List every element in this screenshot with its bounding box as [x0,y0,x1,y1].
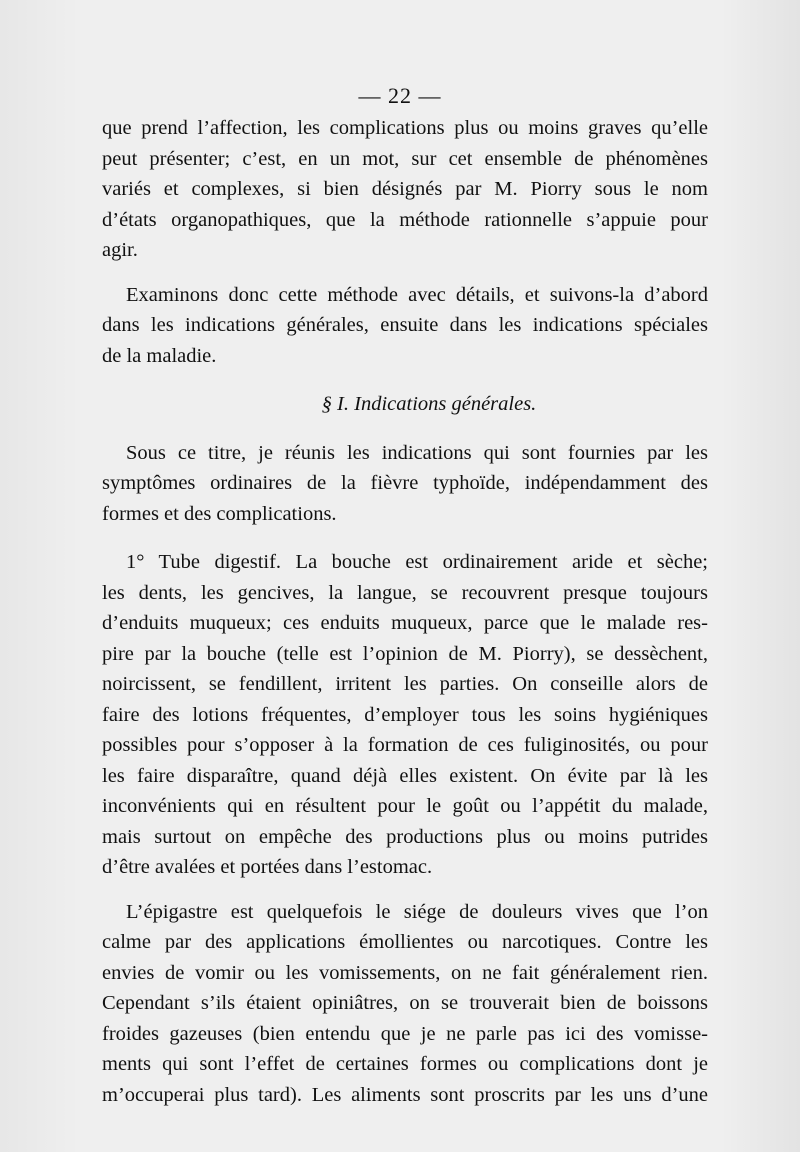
paragraph [102,438,708,530]
text-line: faire des lotions fréquentes, d’employer tous les soins hygiéniques [102,703,708,726]
text-line: 1° Tube digestif. La bouche est ordinairement aride et sèche; [126,551,708,573]
paragraph [102,547,708,883]
text-line: agir. [102,239,138,261]
text-line: Examinons donc cette méthode avec détails, et suivons-la d’abord [126,283,708,306]
text-line: symptômes ordinaires de la fièvre typhoïde, indépendamment des [102,472,708,494]
text-line: inconvénients qui en résultent pour le goût ou l’appétit du malade, [102,795,708,817]
text-line: les faire disparaître, quand déjà elles existent. On évite par là les [102,764,708,787]
text-line: d’enduits muqueux; ces enduits muqueux, parce que le malade res- [102,612,708,634]
paragraph [102,113,708,266]
text-line: peut présenter; c’est, en un mot, sur cet ensemble de phénomènes [102,147,708,170]
text-line: que prend l’affection, les complications plus ou moins graves qu’elle [102,117,708,139]
text-line: calme par des applications émollientes ou narcotiques. Contre les [102,931,708,953]
text-line: les dents, les gencives, la langue, se recouvrent presque toujours [102,581,708,604]
text-line: pire par la bouche (telle est l’opinion de M. Piorry), se dessèchent, [102,642,708,665]
paragraph [102,897,708,1111]
text-line: froides gazeuses (bien entendu que je ne parle pas ici des vomisse- [102,1022,708,1045]
text-line: de la maladie. [102,344,217,367]
paragraph [102,280,708,372]
text-line: Sous ce titre, je réunis les indications qui sont fournies par les [126,441,708,464]
text-line: Cependant s’ils étaient opiniâtres, on se trouverait bien de boissons [102,992,708,1014]
text-line: ments qui sont l’effet de certaines formes ou complications dont je [102,1053,708,1075]
text-line: m’occuperai plus tard). Les aliments sont proscrits par les uns d’une [102,1083,708,1106]
section-heading: § I. Indications générales. [321,393,537,415]
text-line: d’états organopathiques, que la méthode rationnelle s’appuie pour [102,208,708,231]
text-line: noircissent, se fendillent, irritent les parties. On conseille alors de [102,673,708,695]
text-line: envies de vomir ou les vomissements, on ne fait généralement rien. [102,961,708,984]
text-line: d’être avalées et portées dans l’estomac. [102,856,433,878]
text-line: mais surtout on empêche des productions plus ou moins putrides [102,825,708,848]
text-line: formes et des complications. [102,502,337,525]
text-line: L’épigastre est quelquefois le siége de douleurs vives que l’on [126,900,708,923]
text-line: possibles pour s’opposer à la formation de ces fuliginosités, ou pour [102,734,708,756]
text-line: dans les indications générales, ensuite dans les indications spéciales [102,314,708,336]
page-number: — 22 — [358,83,442,108]
body-text [102,113,708,1110]
text-line: variés et complexes, si bien désignés par M. Piorry sous le nom [102,178,708,200]
